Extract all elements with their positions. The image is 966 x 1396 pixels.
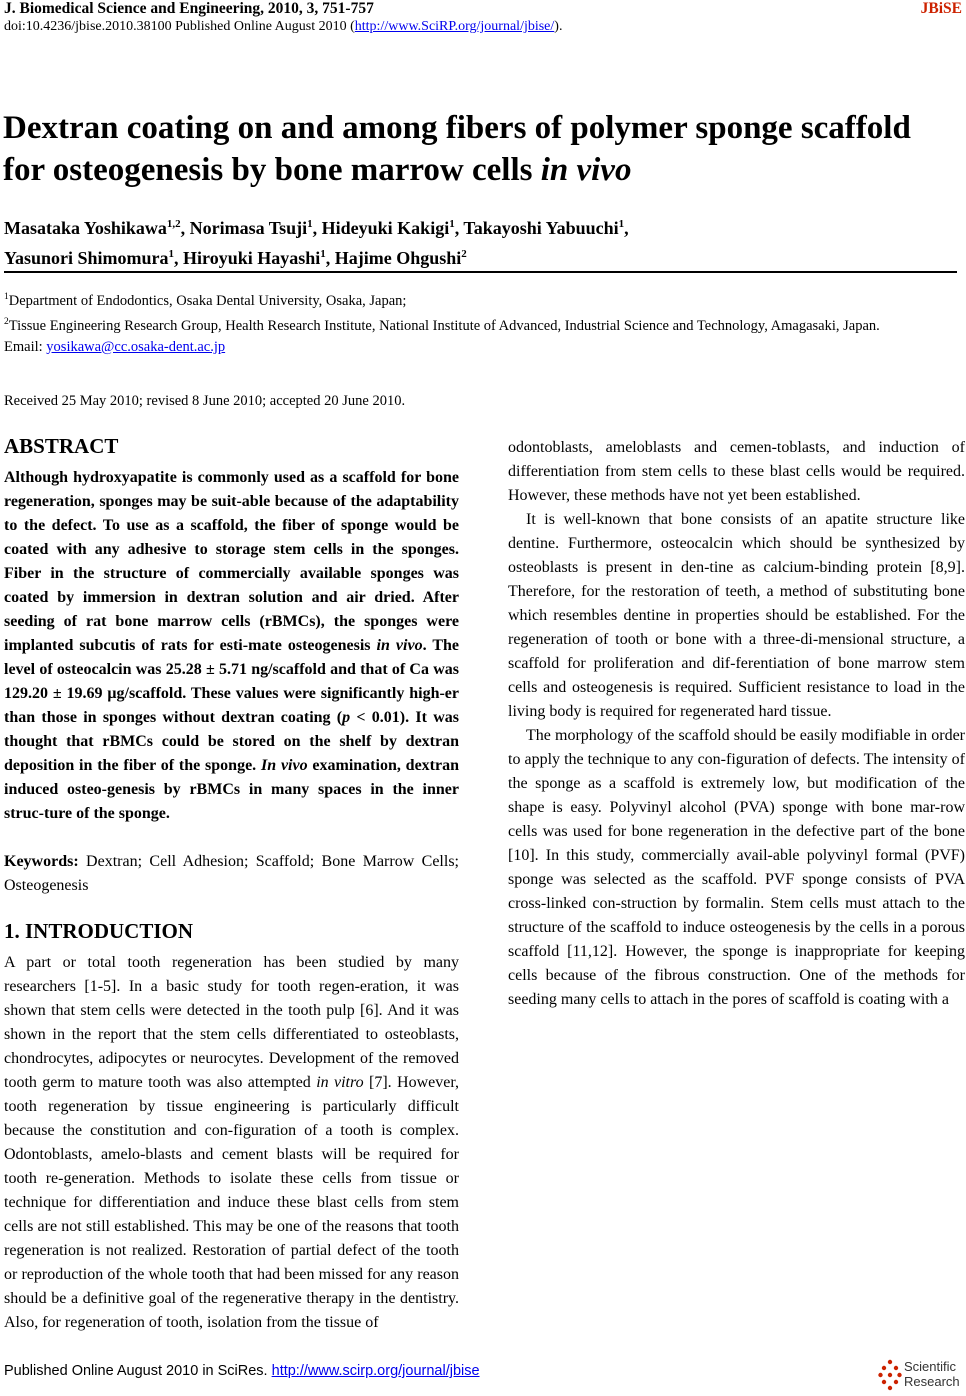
author-separator: , bbox=[180, 218, 190, 238]
intro-paragraph-1-end: odontoblasts, ameloblasts and cemen-toblasts, and induction of differentiation from stem cells to these blast cells would be required. However, these methods have not yet been established. bbox=[508, 439, 965, 504]
keywords-text: Dextran; Cell Adhesion; Scaffold; Bone Marrow Cells; Osteogenesis bbox=[4, 853, 459, 894]
email-line bbox=[4, 337, 964, 358]
author-separator: , bbox=[624, 218, 629, 238]
author-affiliation-mark: 1 bbox=[168, 248, 175, 260]
title-italic: in vivo bbox=[540, 152, 632, 188]
author-name: Hideyuki Kakigi bbox=[321, 218, 450, 238]
affiliation-mark: 2 bbox=[4, 316, 9, 327]
paper-title bbox=[3, 107, 953, 191]
affiliation-item bbox=[4, 312, 964, 337]
abstract-segment: examination, dextran induced osteo-genesis by rBMCs in many spaces in the inner struc-ture of the sponge. bbox=[4, 757, 459, 822]
author-name: Norimasa Tsuji bbox=[189, 218, 308, 238]
abstract-segment: . The level of osteocalcin was 25.28 ± 5.71 ng/scaffold and that of Ca was 129.20 ± 19.69 μg/scaffold. These values were significantly high-er than those in sponges without dextran coating ( bbox=[4, 637, 459, 726]
journal-url-link[interactable]: http://www.SciRP.org/journal/jbise/ bbox=[354, 19, 555, 34]
author-name: Masataka Yoshikawa bbox=[4, 218, 167, 238]
logo-line-2: Research bbox=[904, 1374, 960, 1389]
doi-line bbox=[4, 19, 562, 35]
author-affiliation-mark: 1 bbox=[307, 218, 313, 230]
abstract-heading: ABSTRACT bbox=[4, 434, 119, 458]
email-link[interactable]: yosikawa@cc.osaka-dent.ac.jp bbox=[46, 338, 226, 355]
abstract-italic: In vivo bbox=[261, 757, 308, 774]
title-main: Dextran coating on and among fibers of polymer sponge scaffold for osteogenesis by bone marrow cells bbox=[3, 110, 911, 188]
journal-citation: J. Biomedical Science and Engineering, 2010, 3, 751-757 bbox=[4, 0, 374, 17]
affiliation-item bbox=[4, 287, 964, 312]
email-label: Email: bbox=[4, 338, 47, 355]
logo-line-1: Scientific bbox=[904, 1359, 957, 1374]
keywords-label: Keywords: bbox=[4, 853, 79, 870]
abstract-text bbox=[4, 466, 459, 826]
footer-link[interactable]: http://www.scirp.org/journal/jbise bbox=[271, 1363, 480, 1379]
intro-paragraph-3: The morphology of the scaffold should be easily modifiable in order to apply the technique to any con-figuration of defects. The intensity of the sponge as a scaffold is extremely low, but modification of the shape is easy. Polyvinyl alcohol (PVA) sponge with bone mar-row cells was used for bone regeneration in the defective part of the bone [10]. In this study, commercially avail-able polyvinyl formal (PVF) sponge was selected as the scaffold. PVF sponge consists of PVA cross-linked con-struction by formalin. Stem cells must attach to the structure of the scaffold to induce osteogenesis by the cells in a porous scaffold [11,12]. However, the sponge is inappropriate for keeping cells because of the fibrous construction. One of the methods for seeding many cells to attach in the pores of scaffold is coating with a bbox=[508, 727, 965, 1008]
abstract-italic: p bbox=[342, 709, 351, 726]
author-name: Hiroyuki Hayashi bbox=[183, 248, 321, 268]
intro-paragraph-2: It is well-known that bone consists of an apatite structure like dentine. Furthermore, osteocalcin which should be synthesized by osteoblasts is present in den-tine as calcium-binding protein [8,9]. Therefore, for the restoration of teeth, a method of substituting bone which resembles dentine in properties should be established. For the regeneration of tooth or bone with a three-di-mensional structure, a scaffold for proliferation and dif-ferentiation of bone marrow stem cells and osteogenesis is required. Sufficient resistance to load in the living body is required for regenerated hard tissue. bbox=[508, 511, 965, 720]
abstract-segment: < 0.01). It was thought that rBMCs could be stored on the shelf by dextran deposition in the fiber of the sponge. bbox=[4, 709, 459, 774]
author-affiliation-mark: 1,2 bbox=[166, 218, 181, 230]
affiliation-text: Department of Endodontics, Osaka Dental University, Osaka, Japan; bbox=[8, 292, 407, 309]
author-name: Yasunori Shimomura bbox=[4, 248, 169, 268]
introduction-heading: 1. INTRODUCTION bbox=[4, 919, 194, 943]
abstract-segment: Although hydroxyapatite is commonly used as a scaffold for bone regeneration, sponges may be suit-able because of the adaptability to the defect. To use as a scaffold, the fiber of sponge would be coated with any adhesive to storage stem cells in the sponges. Fiber in the structure of commercially available sponges was coated by immersion in dextran solution and air dried. After seeding of rat bone marrow cells (rBMCs), the sponges were implanted subcutis of rats for esti-mate osteogenesis bbox=[4, 469, 459, 654]
affiliation-mark: 1 bbox=[4, 292, 9, 302]
author-affiliation-mark: 1 bbox=[618, 218, 625, 230]
doi-text: doi:10.4236/jbise.2010.38100 Published Online August 2010 ( bbox=[4, 19, 355, 34]
logo-text bbox=[904, 1359, 960, 1389]
footer bbox=[4, 1363, 480, 1379]
author-affiliation-mark: 2 bbox=[461, 248, 467, 260]
affiliations bbox=[4, 287, 964, 358]
footer-text: Published Online August 2010 in SciRes. bbox=[4, 1363, 272, 1379]
intro-segment: [7]. However, tooth regeneration by tissue engineering is particularly difficult because the constitution and con-figuration of a tooth is complex. Odontoblasts, amelo-blasts and cement blasts will be required for tooth re-generation. Methods to isolate these cells from tissue or technique for differentiation and induce these blast cells from stem cells are not still established. This may be one of the reasons that tooth regeneration is not realized. Restoration of partial defect of the tooth or reproduction of the whole tooth that had been missed for any reason should be a definitive goal of the regenerative therapy in the dentistry. Also, for regeneration of tooth, isolation from the tissue of bbox=[4, 1074, 460, 1331]
author-separator: , bbox=[325, 248, 335, 268]
title-divider bbox=[4, 271, 957, 273]
author-separator: , bbox=[312, 218, 322, 238]
doi-suffix: ). bbox=[554, 19, 563, 34]
publisher-logo bbox=[878, 1359, 966, 1391]
keywords bbox=[4, 850, 459, 898]
received-dates: Received 25 May 2010; revised 8 June 2010; accepted 20 June 2010. bbox=[4, 393, 406, 409]
intro-segment: A part or total tooth regeneration has been studied by many researchers [1-5]. In a basic study for tooth regen-eration, it was shown that stem cells were detected in the tooth pulp [6]. And it was shown in the report that the stem cells differentiated to osteoblasts, chondrocytes, adipocytes or neurocytes. Development of the removed tooth germ to mature tooth was also attempted bbox=[4, 954, 459, 1091]
author-name: Takayoshi Yabuuchi bbox=[463, 218, 619, 238]
intro-paragraph-1-start bbox=[4, 951, 459, 1335]
journal-abbreviation: JBiSE bbox=[920, 0, 962, 17]
right-column bbox=[508, 436, 965, 1012]
affiliation-text: Tissue Engineering Research Group, Health Research Institute, National Institute of Advanced, Industrial Science and Technology, Amagasaki, Japan. bbox=[8, 317, 880, 334]
author-affiliation-mark: 1 bbox=[449, 218, 455, 230]
author-separator: , bbox=[454, 218, 464, 238]
abstract-italic: in vivo bbox=[376, 637, 423, 654]
left-column bbox=[4, 431, 459, 1335]
author-name: Hajime Ohgushi bbox=[334, 248, 462, 268]
logo-mark-icon bbox=[878, 1359, 902, 1391]
author-list bbox=[4, 211, 954, 271]
intro-italic: in vitro bbox=[316, 1074, 364, 1091]
author-affiliation-mark: 1 bbox=[320, 248, 326, 260]
author-separator: , bbox=[174, 248, 184, 268]
